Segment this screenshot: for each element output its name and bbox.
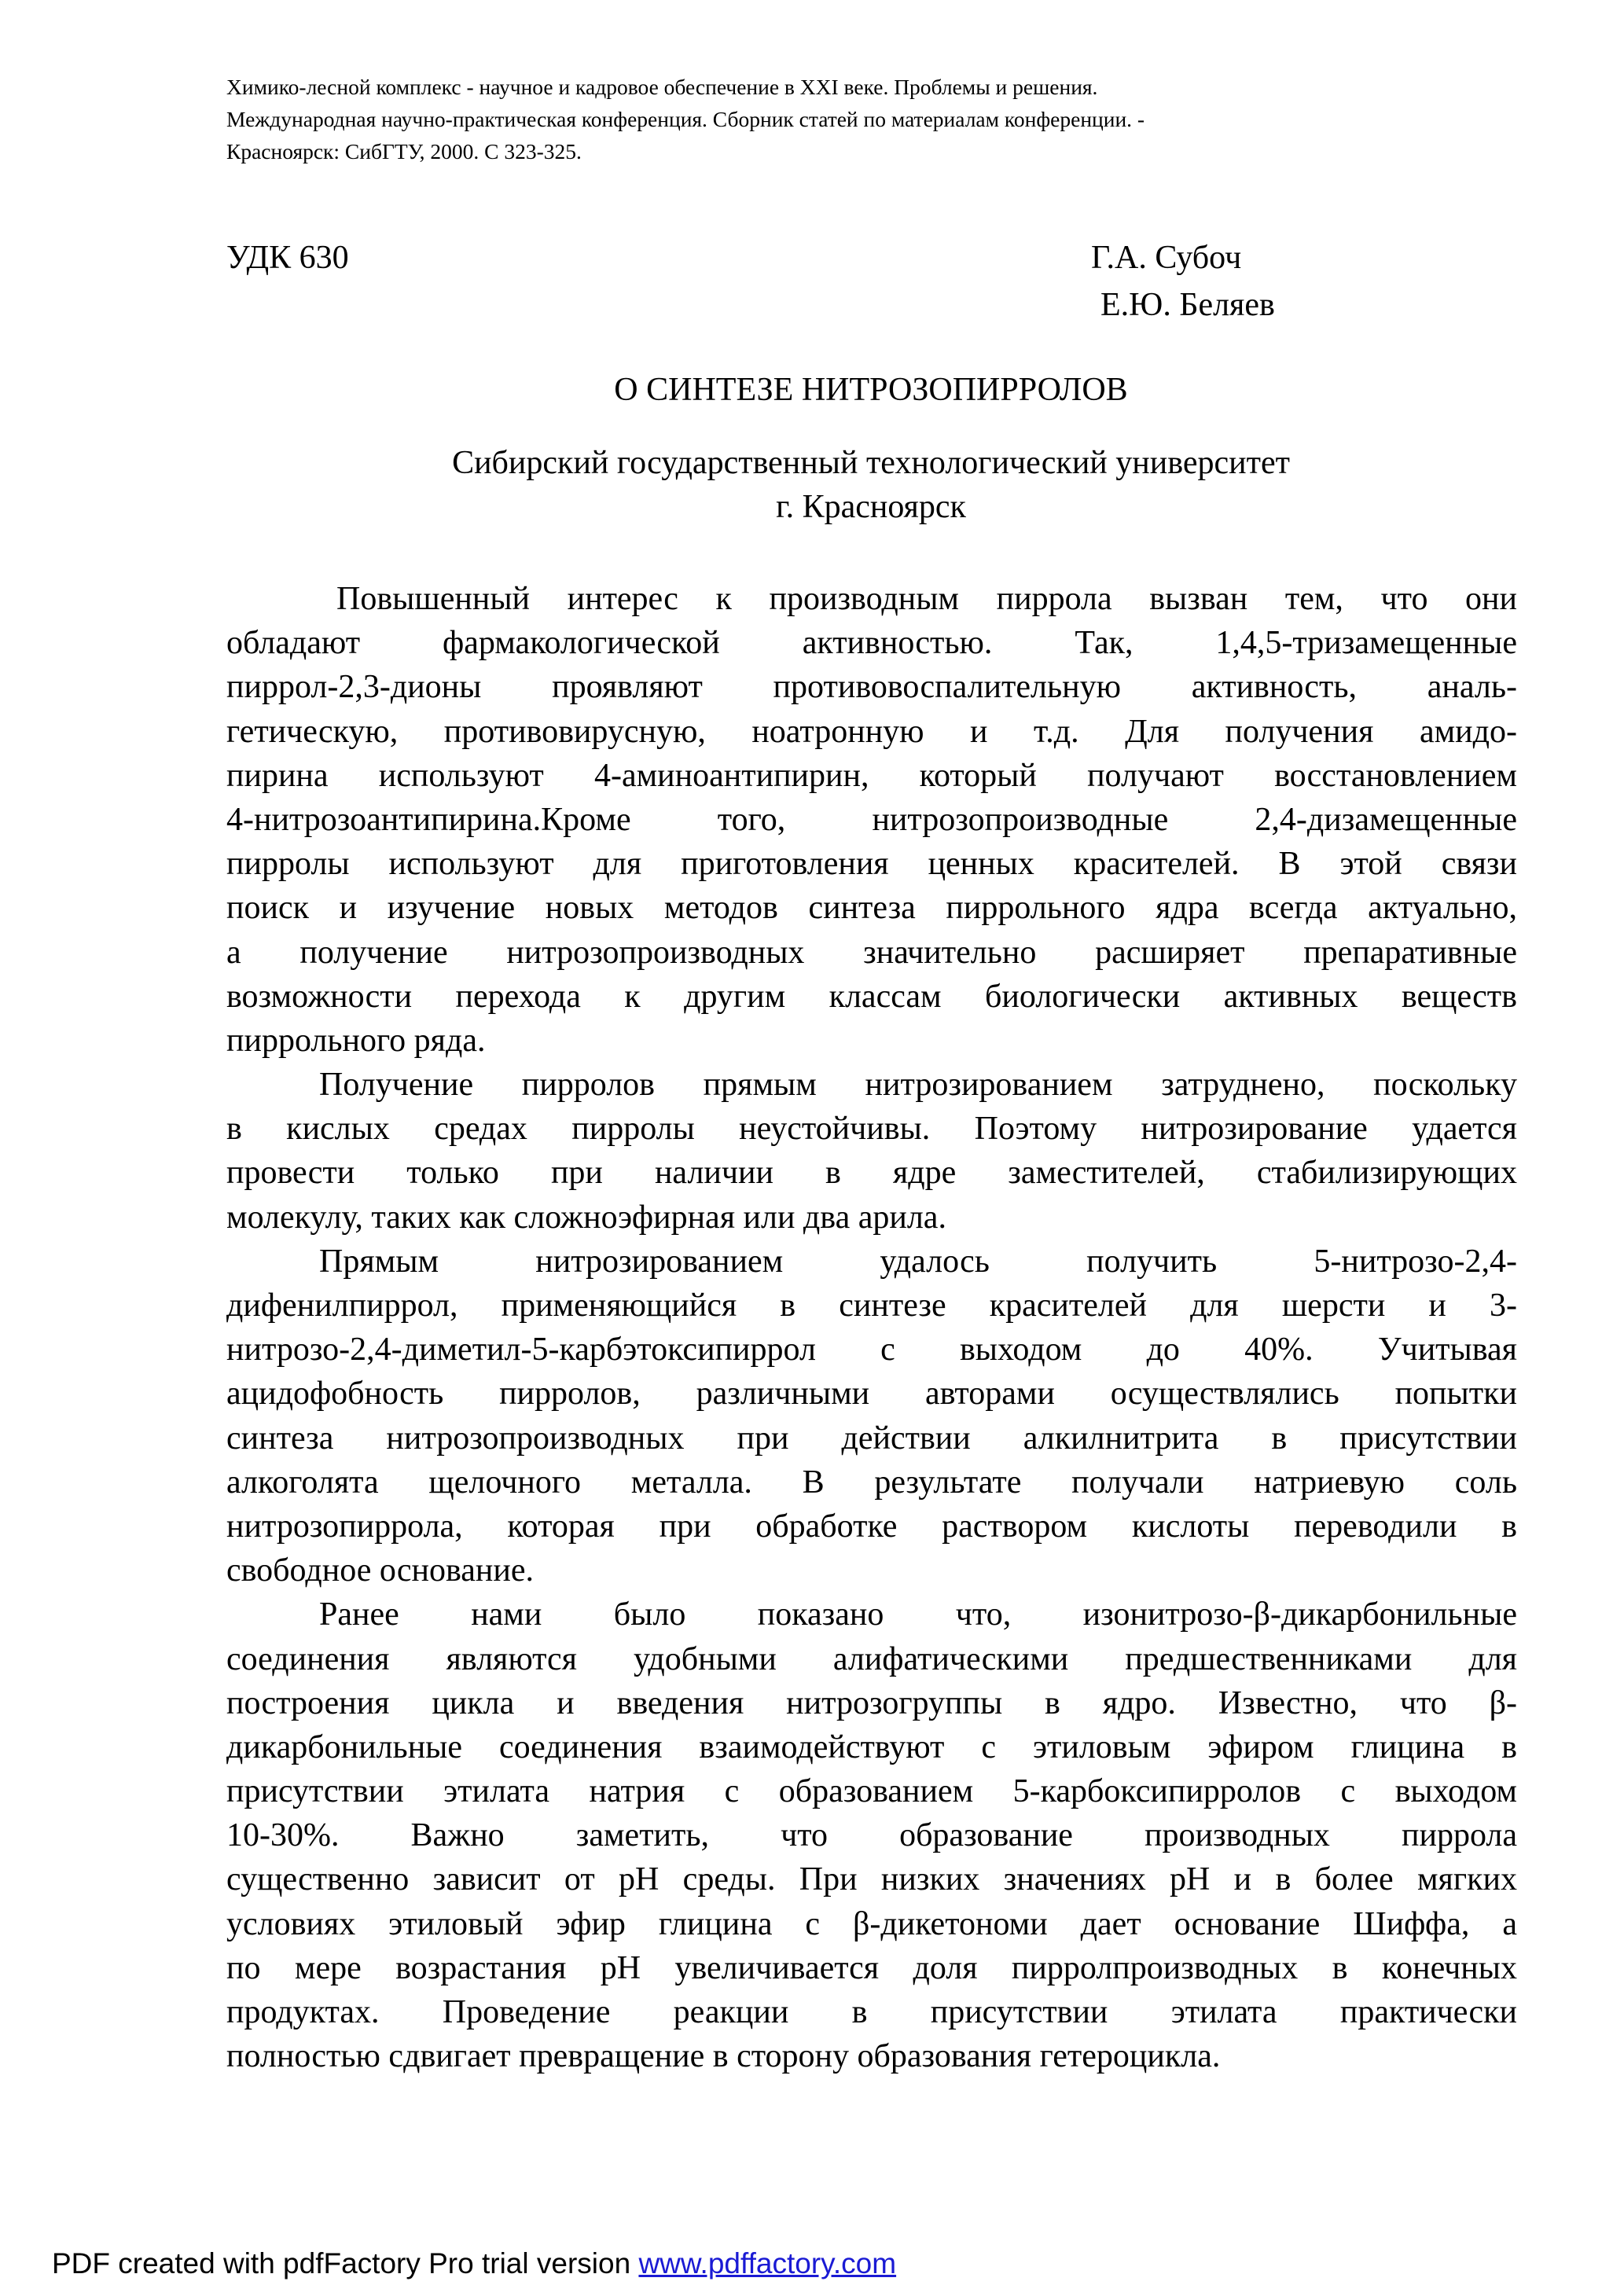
body-line: дикарбонильные соединения взаимодействуют с этиловым эфиром глицина в [226,1728,1517,1765]
affiliation-name: Сибирский государственный технологический университет [452,445,1290,481]
body-line: Прямым нитрозированием удалось получить 5-нитрозо-2,4- [319,1243,1517,1280]
body-line: полностью сдвигает превращение в сторону образования гетероцикла. [226,2038,1221,2075]
body-line: Получение пирролов прямым нитрозированием затруднено, поскольку [319,1067,1517,1104]
body-line: пирролы используют для приготовления ценных красителей. В этой связи [226,846,1517,883]
body-line: алкоголята щелочного металла. В результате получали натриевую соль [226,1464,1517,1501]
body-line: провести только при наличии в ядре заместителей, стабилизирующих [226,1155,1517,1192]
body-line: нитрозопиррола, которая при обработке раствором кислоты переводили в [226,1508,1517,1545]
body-line: нитрозо-2,4-диметил-5-карбэтоксипиррол с выходом до 40%. Учитывая [226,1332,1517,1368]
affiliation-city: г. Красноярск [776,489,966,525]
source-line: Красноярск: СибГТУ, 2000. С 323-325. [226,139,582,163]
body-line: 4-нитрозоантипирина.Кроме того, нитрозопроизводные 2,4-дизамещенные [226,801,1517,838]
body-line: пиррольного ряда. [226,1022,486,1059]
body-line: присутствии этилата натрия с образованием 5-карбоксипирролов с выходом [226,1773,1517,1810]
authors [1091,234,1275,329]
body-line: в кислых средах пирролы неустойчивы. Поэтому нитрозирование удается [226,1111,1517,1148]
source-citation [226,71,1516,167]
body-line: соединения являются удобными алифатическими предшественниками для [226,1640,1517,1677]
body-line: существенно зависит от pH среды. При низких значениях pH и в более мягких [226,1861,1517,1898]
body-line: дифенилпиррол, применяющийся в синтезе красителей для шерсти и 3- [226,1288,1517,1324]
source-line: Международная научно-практическая конференция. Сборник статей по материалам конференции. - [226,107,1145,131]
body-line: Повышенный интерес к производным пиррола вызван тем, что они [336,581,1517,617]
affiliation [226,441,1516,529]
body-line: 10-30%. Важно заметить, что образование производных пиррола [226,1817,1517,1854]
pdffactory-link[interactable]: www.pdffactory.com [638,2247,897,2279]
source-line: Химико-лесной комплекс - научное и кадровое обеспечение в XXI веке. Проблемы и решения. [226,75,1098,99]
article-title: О СИНТЕЗЕ НИТРОЗОПИРРОЛОВ [614,372,1128,408]
body-line: по мере возрастания pH увеличивается доля пирролпроизводных в конечных [226,1949,1517,1986]
pdf-footer [52,2246,896,2281]
body-line: построения цикла и введения нитрозогруппы в ядро. Известно, что β- [226,1684,1517,1721]
body-line: поиск и изучение новых методов синтеза пиррольного ядра всегда актуально, [226,890,1517,927]
body-line: а получение нитрозопроизводных значительно расширяет препаративные [226,934,1517,971]
body-line: условиях этиловый эфир глицина с β-дикетономи дает основание Шиффа, а [226,1905,1517,1942]
footer-text: PDF created with pdfFactory Pro trial version [52,2247,639,2279]
author-name: Г.А. Субоч [1091,240,1242,276]
body-line: Ранее нами было показано что, изонитрозо-β-дикарбонильные [319,1596,1517,1633]
author-name: Е.Ю. Беляев [1100,287,1275,323]
body-line: пирина используют 4-аминоантипирин, который получают восстановлением [226,757,1517,794]
body-line: продуктах. Проведение реакции в присутствии этилата практически [226,1994,1517,2030]
body-line: пиррол-2,3-дионы проявляют противовоспалительную активность, аналь- [226,669,1517,706]
body-line: свободное основание. [226,1552,535,1589]
body-line: возможности перехода к другим классам биологически активных веществ [226,978,1517,1015]
body-line: молекулу, таких как сложноэфирная или два арила. [226,1199,946,1236]
body-line: гетическую, противовирусную, ноатронную и т.д. Для получения амидо- [226,713,1517,750]
article-body [226,577,1517,2078]
body-line: ацидофобность пирролов, различными авторами осуществлялись попытки [226,1376,1517,1412]
body-line: обладают фармакологической активностью. Так, 1,4,5-тризамещенные [226,625,1517,662]
udk-code: УДК 630 [226,240,349,276]
body-line: синтеза нитрозопроизводных при действии алкилнитрита в присутствии [226,1420,1517,1457]
